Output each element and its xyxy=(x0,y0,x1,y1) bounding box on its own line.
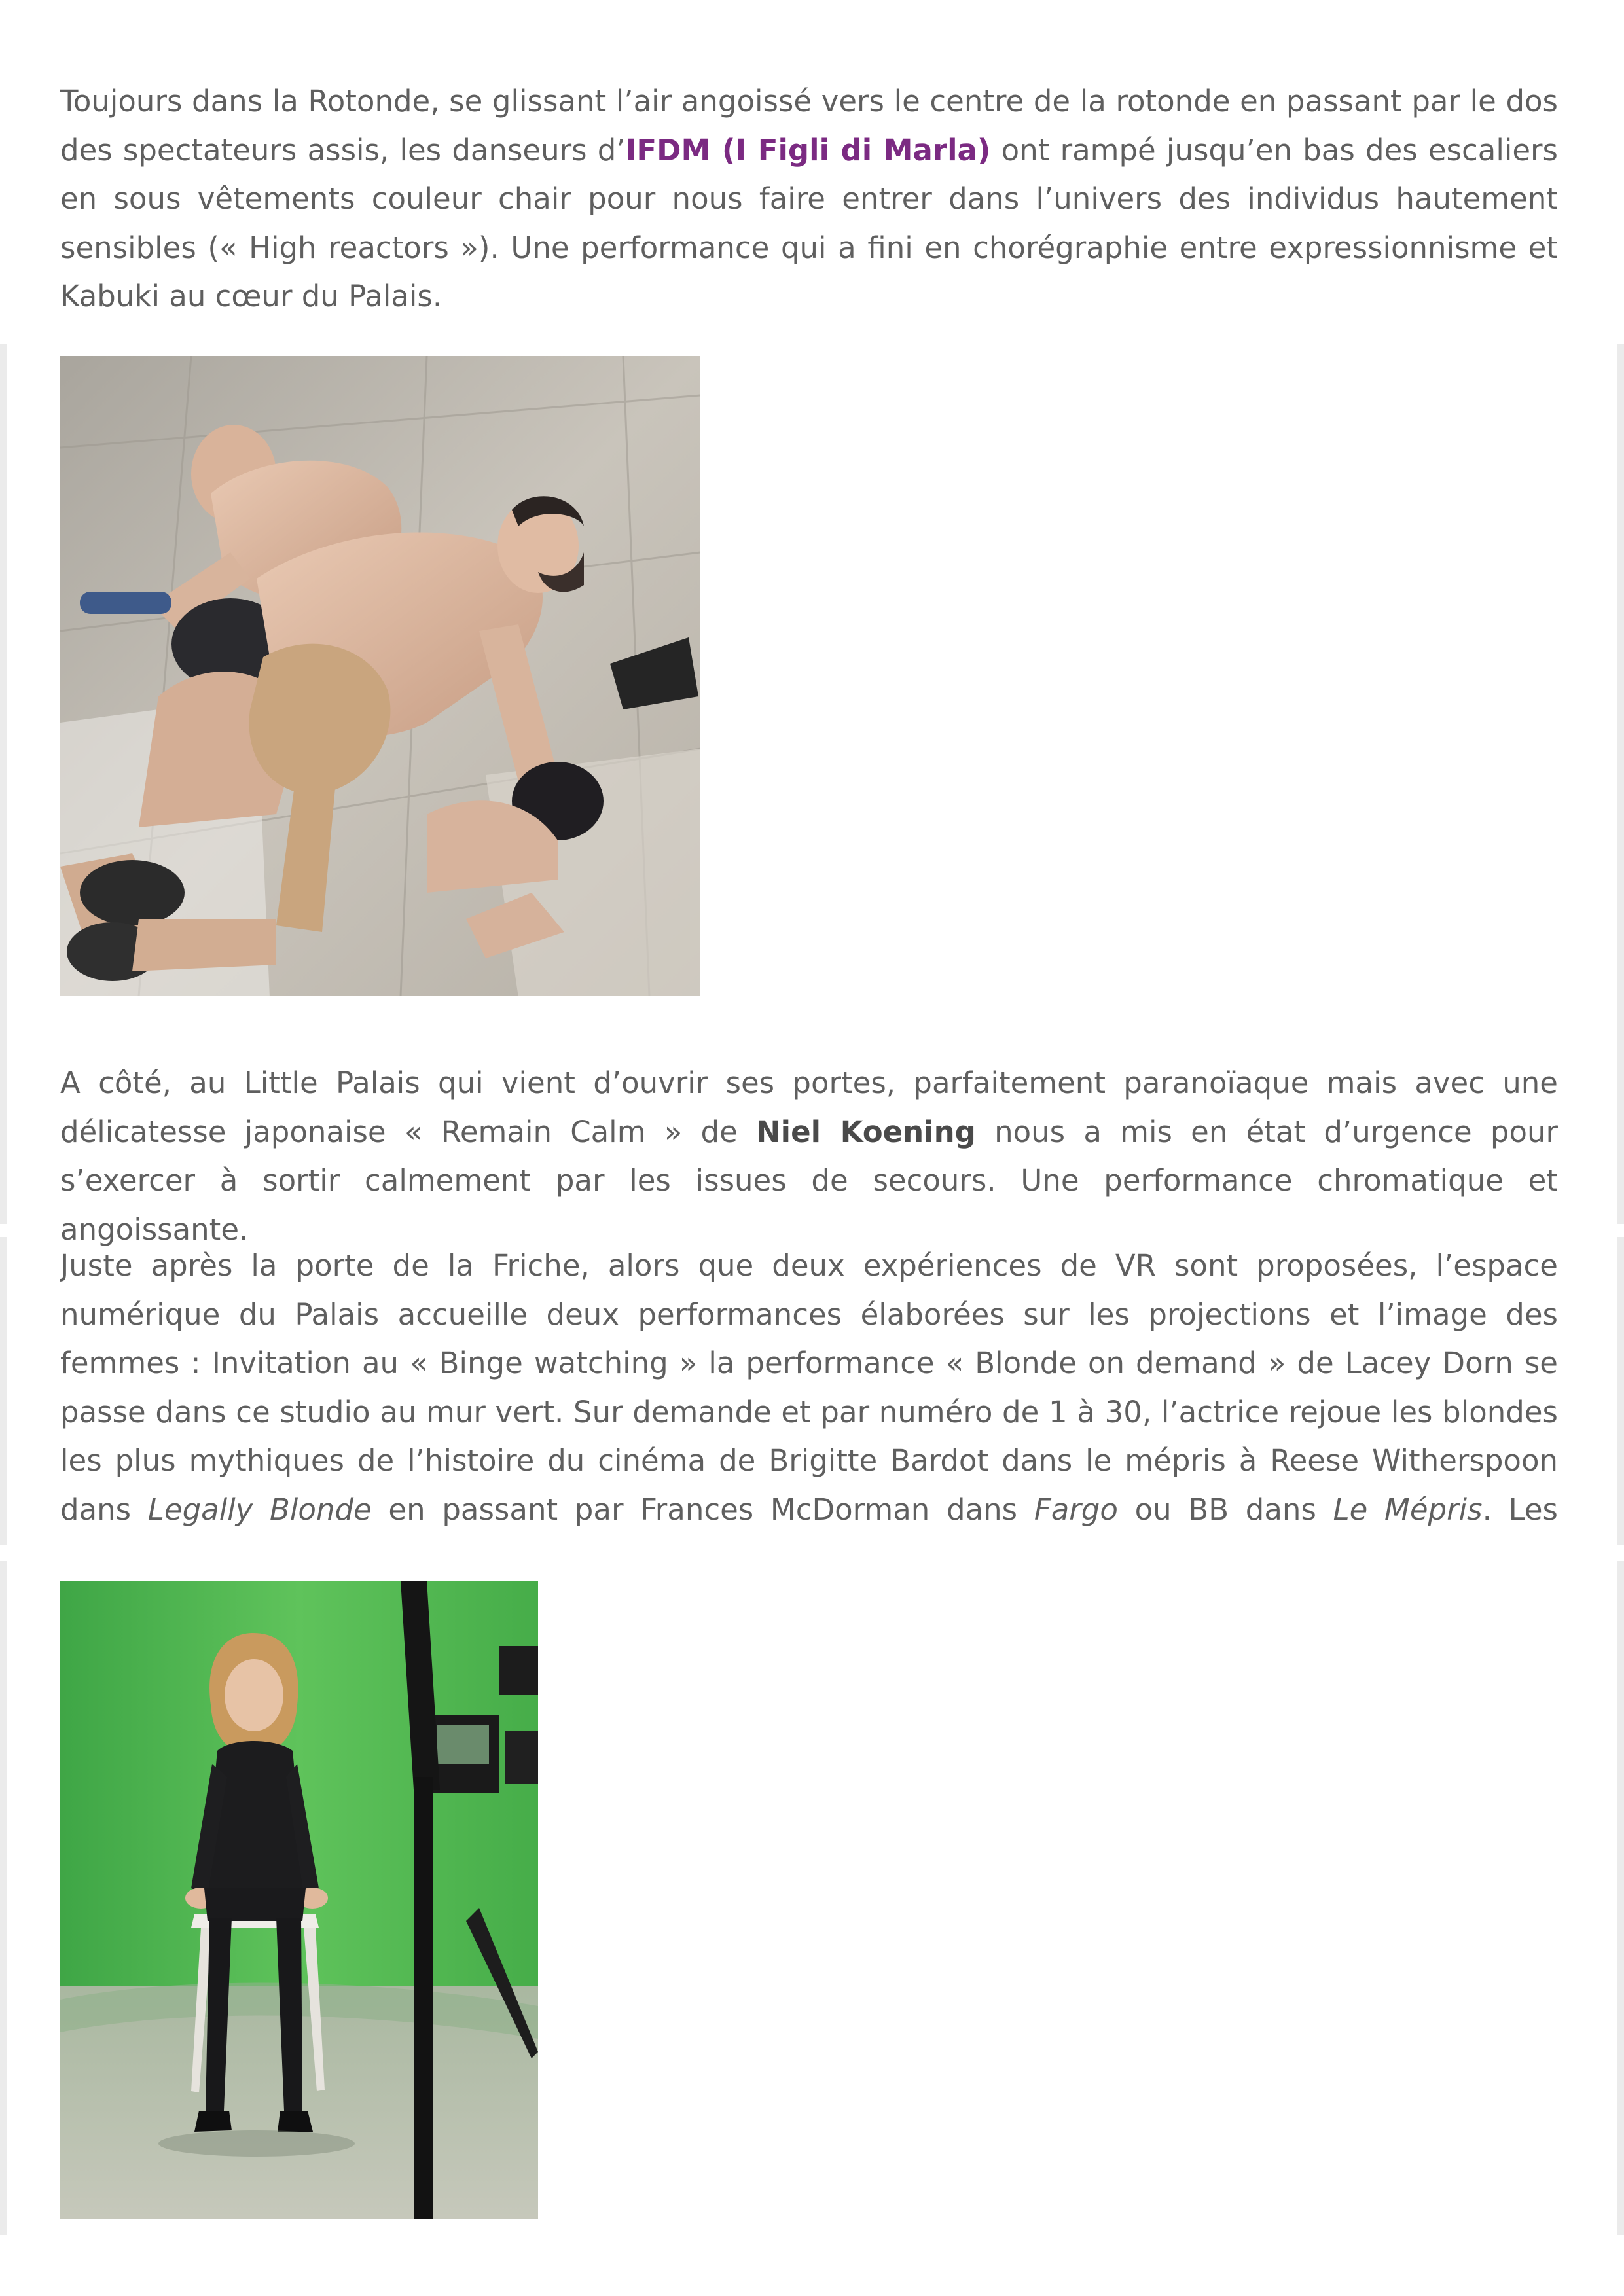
paragraph-text: A côté, au Little Palais qui vient d’ouvrir ses portes, parfaitement paranoïaque mais avec une délicatesse japonaise « Remain Calm » de xyxy=(60,1066,1558,1149)
paragraph-little-palais xyxy=(60,1059,1558,1254)
left-edge-rule-3 xyxy=(0,1561,7,2235)
film-title: Fargo xyxy=(1034,1492,1118,1527)
paragraph-text: en passant par Frances McDorman dans xyxy=(371,1492,1034,1527)
right-edge-rule xyxy=(1617,344,1624,1224)
left-edge-rule xyxy=(0,344,7,1224)
paragraph-text: . Les xyxy=(1482,1492,1558,1527)
blonde-on-demand-photo xyxy=(60,1581,538,2219)
paragraph-text: Toujours dans la Rotonde, se glissant l’air angoissé vers le centre de la rotonde en passant par le dos des spectateurs assis, les danseurs d’ xyxy=(60,84,1558,168)
right-edge-rule-3 xyxy=(1617,1561,1624,2235)
film-title: Le Mépris xyxy=(1333,1492,1483,1527)
ifdm-link[interactable]: IFDM (I Figli di Marla) xyxy=(625,132,991,168)
paragraph-text: Juste après la porte de la Friche, alors que deux expériences de VR sont proposées, l’espace numérique du Palais accueille deux performances élaborées sur les projections et l’image des femmes : Invitation au « Binge watching » la performance « Blonde on demand » de Lacey Dorn se passe dans ce studio au mur vert. Sur demande et par numéro de 1 à 30, l’actrice rejoue les blondes les plus mythiques de l’histoire du cinéma de Brigitte Bardot dans le mépris à Reese Witherspoon dans xyxy=(60,1248,1558,1527)
dancers-photo xyxy=(60,356,700,996)
niel-koening-name: Niel Koening xyxy=(756,1114,976,1149)
paragraph-friche xyxy=(60,1242,1558,1534)
blonde-on-demand-illustration xyxy=(60,1581,538,2219)
paragraph-text: ont rampé jusqu’en bas des escaliers en sous vêtements couleur chair pour nous faire entrer dans l’univers des individus hautement sensibles (« High reactors »). Une performance qui a fini en chorégraphie entre expressionnisme et Kabuki au cœur du Palais. xyxy=(60,132,1558,314)
film-title: Legally Blonde xyxy=(147,1492,372,1527)
paragraph-text: nous a mis en état d’urgence pour s’exercer à sortir calmement par les issues de secours. Une performance chromatique et angoissante. xyxy=(60,1114,1559,1247)
dancers-photo-illustration xyxy=(60,356,700,996)
right-edge-rule-2 xyxy=(1617,1237,1624,1545)
left-edge-rule-2 xyxy=(0,1237,7,1545)
paragraph-text: ou BB dans xyxy=(1117,1492,1333,1527)
paragraph-rotonde xyxy=(60,77,1558,321)
